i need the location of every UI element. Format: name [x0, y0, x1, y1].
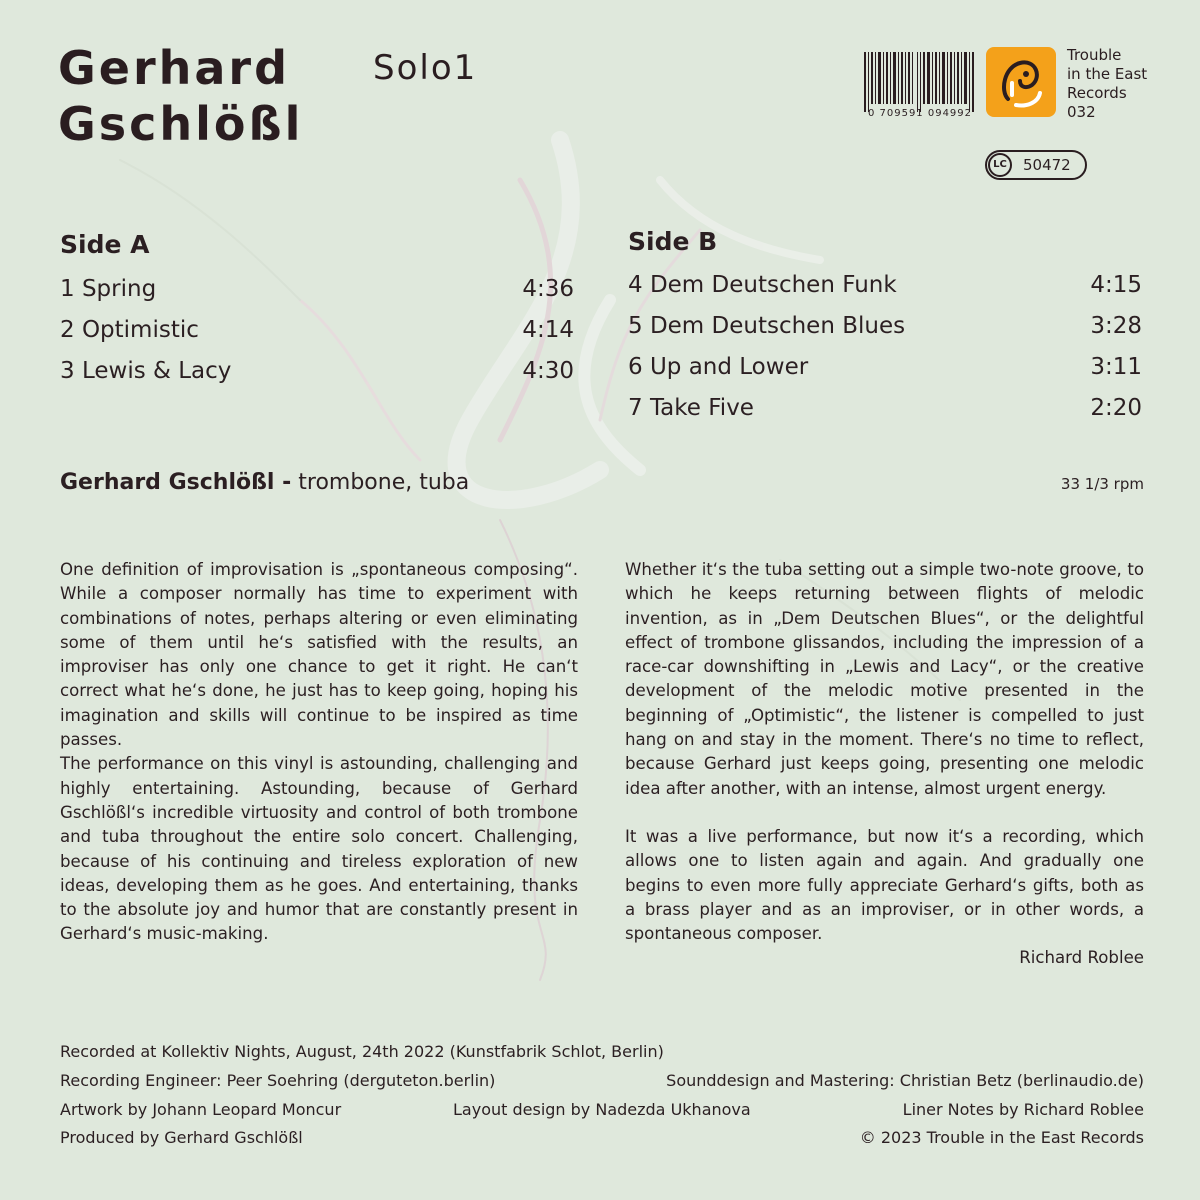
lc-code: 50472	[1023, 156, 1071, 174]
credit-row	[60, 1042, 1144, 1064]
producer-credit: Produced by Gerhard Gschlößl	[60, 1128, 303, 1147]
lc-code-badge	[985, 150, 1087, 180]
liner-notes-right	[625, 558, 1144, 971]
label-name-line1: Trouble	[1067, 46, 1122, 64]
mastering-credit: Sounddesign and Mastering: Christian Betz (berlinaudio.de)	[666, 1071, 1144, 1090]
playback-speed: 33 1/3 rpm	[1060, 475, 1144, 493]
track-duration: 4:15	[1090, 271, 1142, 298]
label-logo	[986, 47, 1056, 117]
track-row	[628, 264, 1142, 305]
track-row	[628, 346, 1142, 387]
track-title: 7 Take Five	[628, 394, 754, 421]
recording-credit: Recorded at Kollektiv Nights, August, 24th 2022 (Kunstfabrik Schlot, Berlin)	[60, 1042, 664, 1061]
track-duration: 4:14	[522, 316, 574, 343]
track-duration: 4:30	[522, 357, 574, 384]
track-title: 2 Optimistic	[60, 316, 199, 343]
track-duration: 2:20	[1090, 394, 1142, 421]
liner-paragraph: Whether it‘s the tuba setting out a simple two-note groove, to which he keeps returning between flights of melodic invention, as in „Dem Deutschen Blues“, or the delightful effect of trombone glissandos, including the impression of a race-car downshifting in „Lewis and Lacy“, or the creative development of the melodic motive presented in the beginning of „Optimistic“, the listener is compelled to just hang on and stay in the moment. There‘s no time to reflect, because Gerhard just keeps going, presenting one melodic idea after another, with an intense, almost urgent energy.	[625, 560, 1144, 798]
track-duration: 4:36	[522, 275, 574, 302]
performer-credit	[60, 470, 469, 495]
catalog-number: 032	[1067, 103, 1096, 121]
lc-prefix: LC	[988, 153, 1012, 177]
liner-paragraph: The performance on this vinyl is astounding, challenging and highly entertaining. Astounding, because of Gerhard Gschlößl‘s incredible virtuosity and control of both trombone and tuba throughout the entire solo concert. Challenging, because of his continuing and tireless exploration of new ideas, developing them as he goes. And entertaining, thanks to the absolute joy and humor that are constantly present in Gerhard‘s music-making.	[60, 754, 578, 944]
performer-name: Gerhard Gschlößl -	[60, 470, 292, 495]
artist-name-line2: Gschlößl	[58, 97, 304, 151]
track-title: 5 Dem Deutschen Blues	[628, 312, 906, 339]
performer-instruments: trombone, tuba	[291, 470, 470, 495]
artist-name	[58, 40, 303, 152]
track-title: 3 Lewis & Lacy	[60, 357, 232, 384]
liner-notes-left	[60, 558, 578, 947]
track-row	[60, 309, 574, 350]
track-title: 1 Spring	[60, 275, 157, 302]
credit-row	[60, 1071, 1144, 1093]
track-title: 6 Up and Lower	[628, 353, 809, 380]
engineer-credit: Recording Engineer: Peer Soehring (derguteton.berlin)	[60, 1071, 496, 1090]
track-title: 4 Dem Deutschen Funk	[628, 271, 897, 298]
artwork-credit: Artwork by Johann Leopard Moncur	[60, 1100, 342, 1119]
label-name	[1067, 46, 1147, 122]
credit-row	[60, 1100, 1144, 1122]
liner-paragraph: One definition of improvisation is „spontaneous composing“. While a composer normally has time to experiment with combinations of notes, perhaps altering or even eliminating some of them until he‘s satisfied with the results, an improviser has only one chance to get it right. He can‘t correct what he‘s done, he just has to keep going, hoping his imagination and skills will continue to be inspired as time passes.	[60, 560, 578, 750]
side-b-tracklist	[628, 264, 1142, 428]
album-title: Solo1	[373, 48, 478, 88]
track-row	[60, 268, 574, 309]
copyright-notice: © 2023 Trouble in the East Records	[859, 1128, 1144, 1147]
label-creature-icon	[986, 47, 1056, 117]
side-a-heading: Side A	[60, 230, 150, 259]
liner-notes-credit: Liner Notes by Richard Roblee	[902, 1100, 1144, 1119]
track-row	[628, 387, 1142, 428]
artist-name-line1: Gerhard	[58, 41, 291, 95]
layout-credit: Layout design by Nadezda Ukhanova	[453, 1100, 751, 1119]
track-row	[628, 305, 1142, 346]
label-name-line2: in the East	[1067, 65, 1148, 83]
liner-author: Richard Roblee	[1019, 948, 1144, 968]
liner-paragraph: It was a live performance, but now it‘s a recording, which allows one to listen again and again. And gradually one begins to even more fully appreciate Gerhard‘s gifts, both as a brass player and as an improviser, or in other words, a spontaneous composer.	[625, 826, 1144, 944]
track-duration: 3:11	[1090, 353, 1142, 380]
side-b-heading: Side B	[628, 227, 718, 256]
label-name-line3: Records	[1067, 84, 1127, 102]
credit-row	[60, 1128, 1144, 1150]
track-row	[60, 350, 574, 391]
side-a-tracklist	[60, 268, 574, 391]
track-duration: 3:28	[1090, 312, 1142, 339]
barcode-number: 0 709591 094992	[867, 108, 973, 119]
